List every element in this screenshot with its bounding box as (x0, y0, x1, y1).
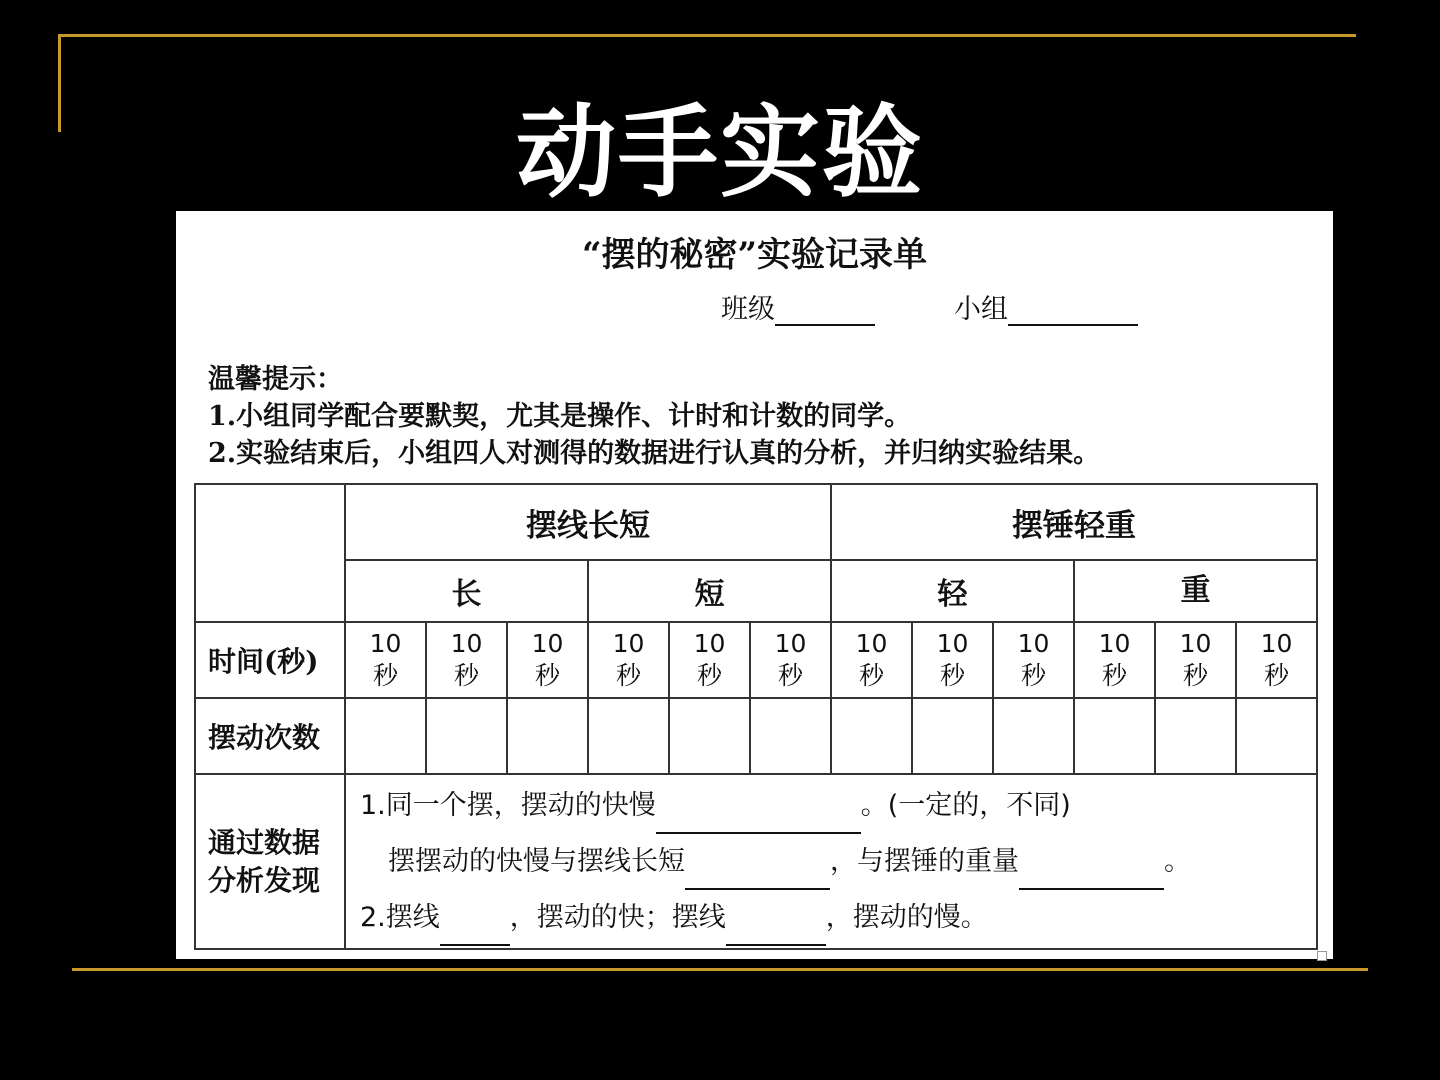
time-cell: 10 秒 (426, 622, 507, 698)
count-cell[interactable] (912, 698, 993, 774)
class-field[interactable] (721, 287, 875, 326)
analysis-label: 通过数据 分析发现 (195, 774, 345, 949)
time-label: 时间(秒) (195, 622, 345, 698)
time-cell: 10 秒 (669, 622, 750, 698)
group-label: 小组 (954, 294, 1008, 325)
analysis-blank[interactable] (685, 862, 830, 890)
class-blank[interactable] (775, 298, 875, 326)
header-short: 短 (588, 560, 831, 622)
analysis-blank[interactable] (726, 918, 826, 946)
count-label: 摆动次数 (195, 698, 345, 774)
time-cell: 10 秒 (1074, 622, 1155, 698)
header-light: 轻 (831, 560, 1074, 622)
analysis-line-2: 摆摆动的快慢与摆线长短 ，与摆锤的重量 。 (360, 834, 1316, 890)
time-cell: 10 秒 (345, 622, 426, 698)
frame-top-line (58, 34, 1356, 37)
header-pendulum-length: 摆线长短 (345, 484, 831, 560)
record-table (194, 483, 1318, 950)
count-cell[interactable] (588, 698, 669, 774)
tip-item: 1.小组同学配合要默契，尤其是操作、计时和计数的同学。 (208, 401, 912, 432)
count-cell[interactable] (1236, 698, 1317, 774)
time-cell: 10 秒 (993, 622, 1074, 698)
time-cell: 10 秒 (507, 622, 588, 698)
analysis-blank[interactable] (1019, 862, 1164, 890)
analysis-blank[interactable] (656, 806, 861, 834)
time-cell: 10 秒 (750, 622, 831, 698)
time-cell: 10 秒 (912, 622, 993, 698)
count-cell[interactable] (345, 698, 426, 774)
analysis-line-1: 1.同一个摆，摆动的快慢 。(一定的，不同) (360, 778, 1316, 834)
group-blank[interactable] (1008, 298, 1138, 326)
count-cell[interactable] (507, 698, 588, 774)
analysis-content (345, 774, 1317, 949)
header-heavy: 重 (1074, 560, 1317, 622)
time-cell: 10 秒 (1155, 622, 1236, 698)
analysis-row (195, 774, 1317, 949)
tips-block (208, 361, 1100, 472)
slide-title: 动手实验 (516, 94, 924, 211)
analysis-blank[interactable] (440, 918, 510, 946)
table-corner-cell (195, 484, 345, 622)
count-cell[interactable] (1074, 698, 1155, 774)
class-label: 班级 (721, 294, 775, 325)
time-cell: 10 秒 (831, 622, 912, 698)
count-cell[interactable] (669, 698, 750, 774)
frame-bottom-line (72, 968, 1368, 971)
count-row (195, 698, 1317, 774)
header-long: 长 (345, 560, 588, 622)
time-row (195, 622, 1317, 698)
count-cell[interactable] (750, 698, 831, 774)
time-cell: 10 秒 (1236, 622, 1317, 698)
record-sheet (176, 211, 1333, 959)
group-field[interactable] (954, 287, 1138, 326)
tip-item: 2.实验结束后，小组四人对测得的数据进行认真的分析，并归纳实验结果。 (208, 438, 1101, 469)
count-cell[interactable] (426, 698, 507, 774)
header-bob-weight: 摆锤轻重 (831, 484, 1317, 560)
count-cell[interactable] (993, 698, 1074, 774)
tips-heading: 温馨提示： (208, 364, 343, 395)
record-sheet-title: “摆的秘密”实验记录单 (581, 235, 928, 275)
time-cell: 10 秒 (588, 622, 669, 698)
table-resize-handle[interactable] (1317, 951, 1327, 961)
analysis-line-3: 2.摆线 ，摆动的快；摆线 ，摆动的慢。 (360, 890, 1316, 946)
count-cell[interactable] (1155, 698, 1236, 774)
count-cell[interactable] (831, 698, 912, 774)
